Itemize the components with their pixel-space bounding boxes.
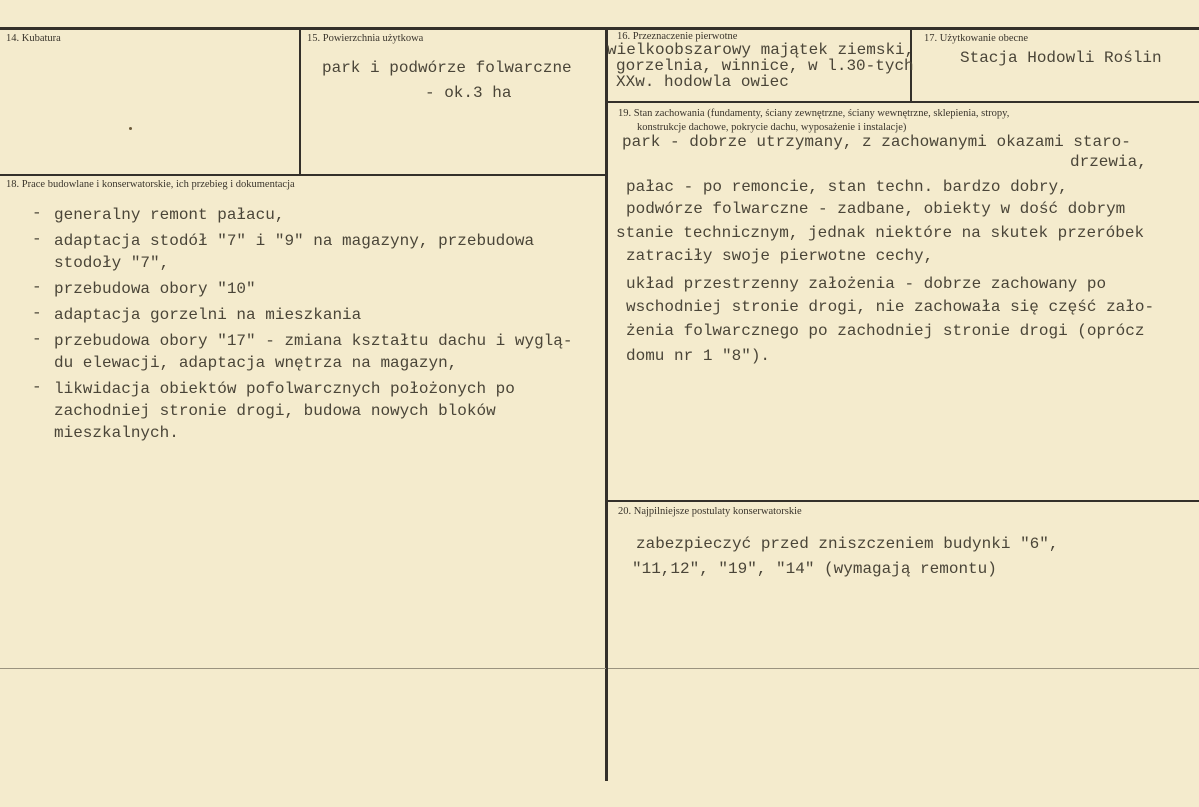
list-dash: - <box>32 304 42 322</box>
field-18-label: 18. Prace budowlane i konserwatorskie, ich przebieg i dokumentacja <box>6 179 295 190</box>
field-16-line-3: XXw. hodowla owiec <box>616 73 789 91</box>
field-18-item <box>32 204 572 226</box>
list-item-text <box>54 204 284 226</box>
field-19-label-1: 19. Stan zachowania (fundamenty, ściany zewnętrzne, ściany wewnętrzne, sklepienia, stropy, <box>618 108 1010 119</box>
field-18-item <box>32 278 572 300</box>
divider-bottom-right <box>608 668 1199 669</box>
field-14-label: 14. Kubatura <box>6 33 61 44</box>
list-dash: - <box>32 330 42 348</box>
top-border <box>0 27 1199 30</box>
field-18-item <box>32 230 572 274</box>
field-15-label: 15. Powierzchnia użytkowa <box>307 33 424 44</box>
field-19-line-1: park - dobrze utrzymany, z zachowanymi okazami staro- <box>622 133 1131 151</box>
field-16-line-2: gorzelnia, winnice, w l.30-tych <box>616 57 914 75</box>
field-20-label: 20. Najpilniejsze postulaty konserwatorskie <box>618 506 802 517</box>
list-item-line: generalny remont pałacu, <box>54 206 285 224</box>
list-item-text <box>54 330 572 374</box>
divider-row2-right <box>606 500 1199 502</box>
field-15-line-2: - ok.3 ha <box>425 84 512 102</box>
list-item-text <box>54 230 534 274</box>
field-17-label: 17. Użytkowanie obecne <box>924 33 1029 44</box>
list-item-text <box>54 278 256 300</box>
field-19-line-2: drzewia, <box>1070 153 1147 171</box>
list-item-text <box>54 304 361 326</box>
field-18-list <box>32 204 572 448</box>
field-18-item <box>32 304 572 326</box>
field-19-line-10: domu nr 1 "8"). <box>626 347 771 365</box>
field-19-label-2: konstrukcje dachowe, pokrycie dachu, wyposażenie i instalacje) <box>637 122 907 133</box>
divider-left-row1 <box>299 28 301 174</box>
list-dash: - <box>32 230 42 248</box>
field-19-line-8: wschodniej stronie drogi, nie zachowała się część zało- <box>626 298 1155 316</box>
list-item-text <box>54 378 515 444</box>
field-17-line-1: Stacja Hodowli Roślin <box>960 49 1162 67</box>
field-16-label: 16. Przeznaczenie pierwotne <box>617 31 738 42</box>
list-item-line: przebudowa obory "17" - zmiana kształtu dachu i wyglą- <box>54 332 573 350</box>
field-20-line-1: zabezpieczyć przed zniszczeniem budynki "6", <box>636 535 1059 553</box>
field-18-item <box>32 378 572 444</box>
divider-row1-right <box>606 101 1199 103</box>
divider-bottom-left <box>0 668 606 669</box>
field-19-line-6: zatraciły swoje pierwotne cechy, <box>626 247 934 265</box>
field-20-line-2: "11,12", "19", "14" (wymagają remontu) <box>632 560 997 578</box>
list-dash: - <box>32 278 42 296</box>
list-item-line: zachodniej stronie drogi, budowa nowych bloków <box>54 402 496 420</box>
field-19-line-9: żenia folwarcznego po zachodniej stronie drogi (oprócz <box>626 322 1145 340</box>
list-item-line: stodoły "7", <box>54 254 170 272</box>
field-19-line-4: podwórze folwarczne - zadbane, obiekty w dość dobrym <box>626 200 1126 218</box>
field-18-item <box>32 330 572 374</box>
list-item-line: mieszkalnych. <box>54 424 179 442</box>
list-item-line: likwidacja obiektów pofolwarcznych położonych po <box>54 380 515 398</box>
field-19-line-5: stanie technicznym, jednak niektóre na skutek przeróbek <box>616 224 1145 242</box>
field-16-line-1: wielkoobszarowy majątek ziemski, <box>607 41 915 59</box>
field-19-line-7: układ przestrzenny założenia - dobrze zachowany po <box>626 275 1107 293</box>
list-item-line: adaptacja gorzelni na mieszkania <box>54 306 362 324</box>
list-item-line: du elewacji, adaptacja wnętrza na magazyn, <box>54 354 458 372</box>
list-dash: - <box>32 204 42 222</box>
list-item-line: przebudowa obory "10" <box>54 280 256 298</box>
ink-speck <box>129 127 132 130</box>
field-19-line-3: pałac - po remoncie, stan techn. bardzo dobry, <box>626 178 1068 196</box>
list-item-line: adaptacja stodół "7" i "9" na magazyny, przebudowa <box>54 232 535 250</box>
divider-row1-left <box>0 174 606 176</box>
field-15-line-1: park i podwórze folwarczne <box>322 59 572 77</box>
list-dash: - <box>32 378 42 396</box>
